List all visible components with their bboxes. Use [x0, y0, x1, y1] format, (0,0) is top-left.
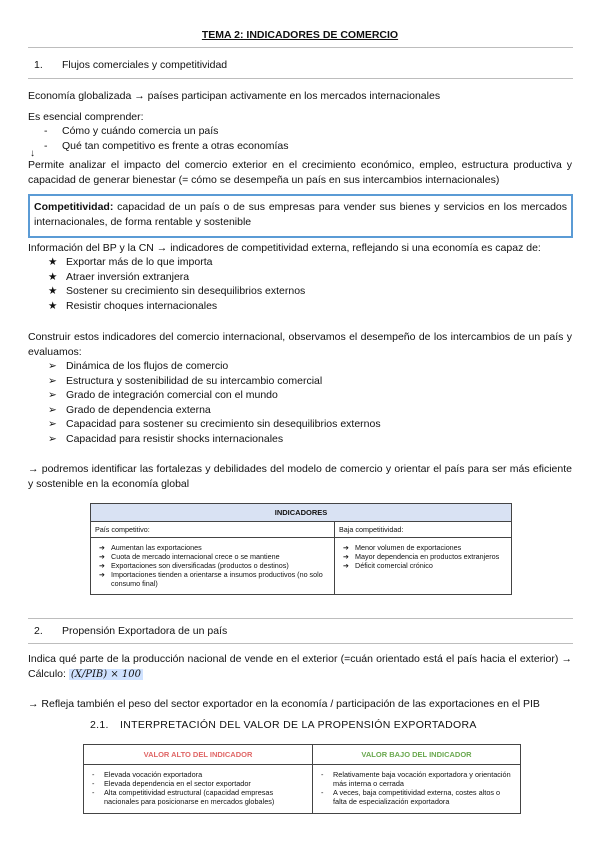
list-item: ➢ Capacidad para sostener su crecimiento sin desequilibrios externos [48, 418, 381, 430]
propension-table [83, 744, 521, 814]
col-competitivo-title: País competitivo: [91, 522, 335, 538]
arrowhead-icon: ➢ [48, 403, 57, 416]
divider [28, 643, 573, 644]
arrowhead-icon: ➢ [48, 432, 57, 445]
list-item: ➢ Grado de dependencia externa [48, 403, 211, 416]
list-item: ➔ Déficit comercial crónico [343, 561, 433, 570]
star-list [48, 255, 305, 313]
list-item: - Qué tan competitivo es frente a otras economías [44, 139, 289, 152]
definition-box [28, 194, 573, 238]
list-item: ➢ Dinámica de los flujos de comercio [48, 360, 229, 372]
list-item: ➢ Capacidad para resistir shocks internacionales [48, 432, 284, 445]
competitividad-definition [34, 200, 567, 229]
list-item: - A veces, baja competitividad externa, costes altos o falta de especialización exportadora [321, 788, 501, 806]
arrowhead-icon: ➢ [48, 360, 57, 372]
list-item: - Relativamente baja vocación exportadora y orientación más interna o cerrada [321, 770, 511, 788]
definition-term: Competitividad: [34, 201, 114, 213]
star-icon: ★ [48, 270, 58, 283]
arrowhead-icon: ➢ [48, 374, 57, 387]
construir-paragraph: Construir estos indicadores del comercio internacional, observamos el desempeño de los intercambios de un país y evaluamos: [28, 331, 572, 358]
globalizada-line: Economía globalizada → países participan activamente en los mercados internacionales [28, 90, 441, 102]
list-item: ★ Exportar más de lo que importa [48, 256, 213, 268]
arrow-icon: ➔ [99, 561, 106, 570]
divider [28, 78, 573, 79]
bajo-header: VALOR BAJO DEL INDICADOR [313, 745, 521, 765]
page-title: TEMA 2: INDICADORES DE COMERCIO [201, 29, 399, 41]
alto-header: VALOR ALTO DEL INDICADOR [84, 745, 313, 765]
formula: (X/PIB) × 100 [70, 668, 142, 680]
arrow-icon: ➔ [343, 543, 350, 552]
indicadores-header: INDICADORES [91, 504, 512, 522]
arrow-icon: ➔ [99, 552, 106, 561]
section-1-heading [34, 58, 227, 73]
list-item: ➔ Cuota de mercado internacional crece o se mantiene [99, 552, 280, 561]
list-item: - Alta competitividad estructural (capacidad empresas nacionales para posicionarse en mercados globales) [92, 788, 275, 806]
section-1-title: Flujos comerciales y competitividad [62, 59, 228, 71]
refleja-line: → Refleja también el peso del sector exportador en la economía / participación de las exportaciones en el PIB [28, 698, 540, 710]
subsection-title: INTERPRETACIÓN DEL VALOR DE LA PROPENSIÓN EXPORTADORA [120, 719, 477, 731]
arrow-down-icon: ↓ [30, 148, 35, 159]
subsection-heading [90, 718, 477, 733]
arrow-list [48, 359, 381, 446]
list-item: ➢ Estructura y sostenibilidad de su intercambio comercial [48, 374, 323, 387]
section-1-number: 1. [34, 59, 43, 71]
star-icon: ★ [48, 285, 58, 297]
list-item: ➔ Exportaciones son diversificadas (productos o destinos) [99, 561, 289, 570]
arrowhead-icon: ➢ [48, 418, 57, 430]
list-item: - Elevada dependencia en el sector exportador [92, 779, 251, 788]
list-item: - Elevada vocación exportadora [92, 770, 203, 779]
col-baja [335, 538, 512, 595]
intro-text: Es esencial comprender: [28, 111, 144, 123]
col-baja-title: Baja competitividad: [335, 522, 512, 538]
arrow-icon: ➔ [99, 543, 106, 552]
bajo-column [313, 765, 521, 814]
arrowhead-icon: ➢ [48, 389, 57, 401]
divider [28, 47, 573, 48]
list-item: ➔ Aumentan las exportaciones [99, 543, 202, 552]
section-2-title: Propensión Exportadora de un país [62, 625, 228, 637]
list-item: ➢ Grado de integración comercial con el mundo [48, 389, 278, 401]
list-item: ➔ Menor volumen de exportaciones [343, 543, 462, 552]
list-item: ★ Resistir choques internacionales [48, 299, 218, 312]
definition-text: capacidad de un país o de sus empresas para vender sus bienes y servicios en los mercados internacionales, de forma rentable y sostenible [34, 201, 567, 228]
list-item: ➔ Importaciones tienden a orientarse a insumos productivos (no solo consumo final) [99, 570, 323, 588]
section-2-heading [34, 624, 227, 639]
comprender-list [44, 124, 288, 153]
analizar-paragraph: Permite analizar el impacto del comercio exterior en el crecimiento económico, empleo, estructura productiva y capacidad de generar bienestar (= cómo se desempeña un país en sus intercambios internacionales) [28, 159, 572, 186]
divider [28, 618, 573, 619]
section-2-number: 2. [34, 625, 43, 637]
star-icon: ★ [48, 256, 58, 268]
col-competitivo [91, 538, 335, 595]
indicadores-table [90, 503, 512, 595]
info-bp-line: Información del BP y la CN → indicadores de competitividad externa, reflejando si una economía es capaz de: [28, 242, 541, 254]
list-item: ★ Sostener su crecimiento sin desequilibrios externos [48, 285, 306, 297]
arrow-icon: ➔ [99, 570, 106, 579]
alto-column [84, 765, 313, 814]
star-icon: ★ [48, 299, 58, 312]
conclusion-paragraph: → podremos identificar las fortalezas y debilidades del modelo de comercio y orientar el país para ser más eficiente y sostenible en la economía global [28, 463, 572, 490]
subsection-number: 2.1. [90, 719, 109, 731]
list-item: - Cómo y cuándo comercia un país [44, 125, 219, 137]
propension-paragraph: Indica qué parte de la producción nacional de vende en el exterior (=cuán orientado está el país hacia el exterior) → Cálculo: (X/PIB) × 100 [28, 653, 572, 680]
arrow-icon: ➔ [343, 552, 350, 561]
arrow-icon: ➔ [343, 561, 350, 570]
list-item: ➔ Mayor dependencia en productos extranjeros [343, 552, 500, 561]
list-item: ★ Atraer inversión extranjera [48, 270, 190, 283]
